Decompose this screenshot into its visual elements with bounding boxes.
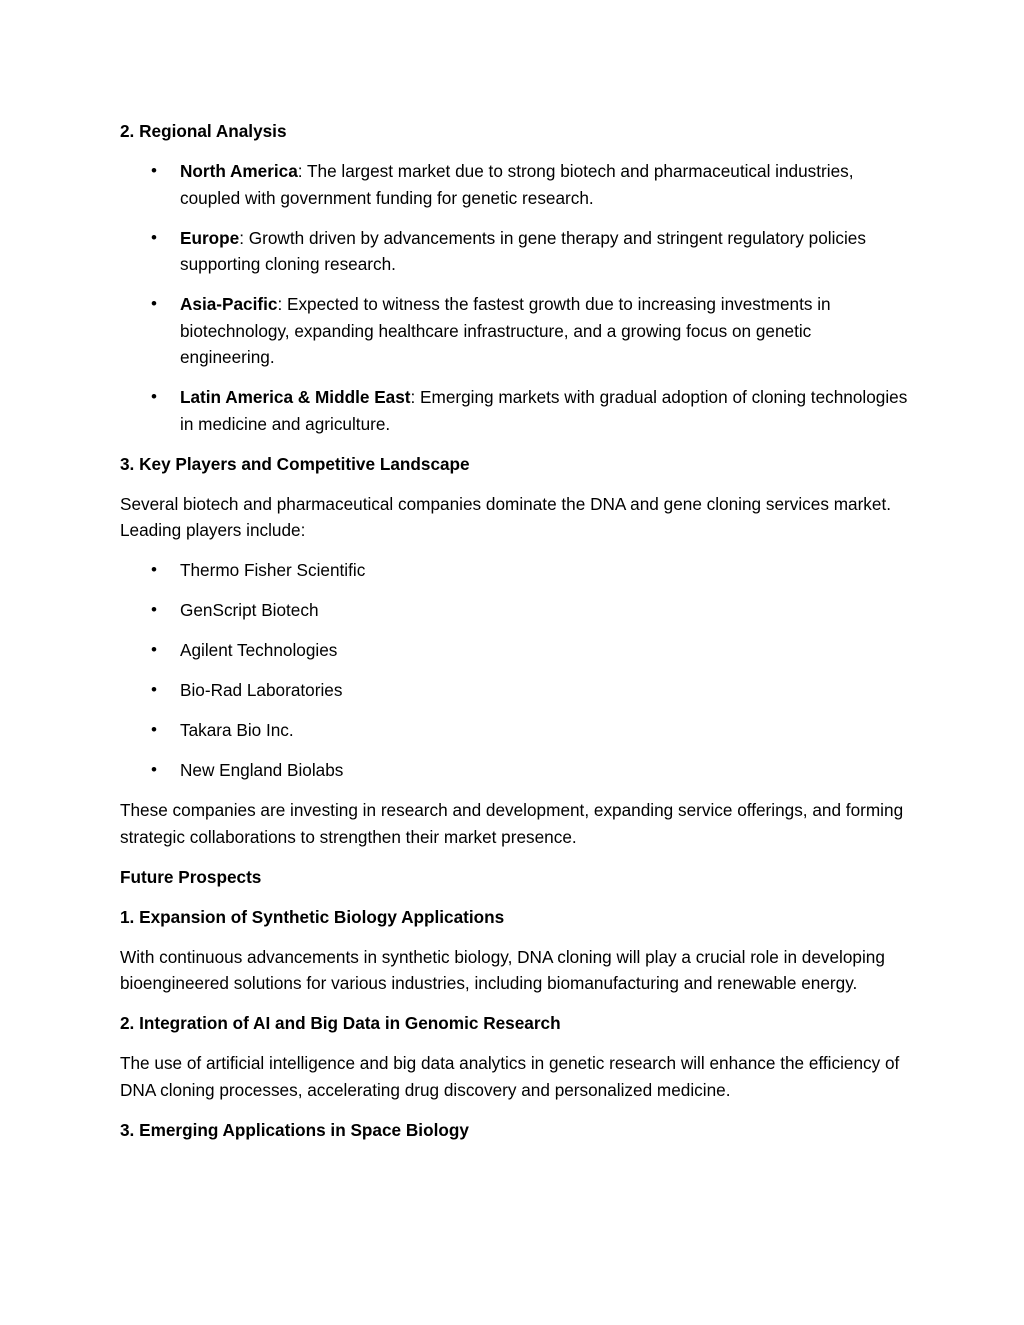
region-term: North America	[180, 161, 298, 181]
region-term: Latin America & Middle East	[180, 387, 411, 407]
future-prospects-heading: Future Prospects	[120, 866, 262, 887]
companies-list	[120, 557, 910, 784]
list-item: • Takara Bio Inc.	[120, 717, 910, 744]
ai-big-data-text: The use of artificial intelligence and big data analytics in genetic research will enhance the efficiency of DNA cloning processes, accelerating drug discovery and personalized medicine.	[120, 1053, 900, 1100]
region-term: Europe	[180, 227, 240, 248]
region-term: Asia-Pacific	[180, 294, 278, 314]
region-text: : Growth driven by advancements in gene therapy and stringent regulatory policies supporting cloning research.	[180, 227, 866, 274]
list-item: • Thermo Fisher Scientific	[120, 557, 910, 584]
space-biology-heading: 3. Emerging Applications in Space Biology	[120, 1119, 469, 1140]
list-item: • New England Biolabs	[120, 757, 910, 784]
list-item: • GenScript Biotech	[120, 597, 910, 624]
region-text: : The largest market due to strong biotech and pharmaceutical industries, coupled with government funding for genetic research.	[180, 161, 854, 208]
document-content	[120, 118, 910, 1157]
key-players-outro: These companies are investing in research and development, expanding service offerings, and forming strategic collaborations to strengthen their market presence.	[120, 800, 904, 847]
synthetic-biology-heading: 1. Expansion of Synthetic Biology Applications	[120, 906, 505, 927]
synthetic-biology-text: With continuous advancements in synthetic biology, DNA cloning will play a crucial role in developing bioengineered solutions for various industries, including biomanufacturing and renewable energy.	[120, 946, 885, 993]
region-text: : Emerging markets with gradual adoption of cloning technologies in medicine and agriculture.	[180, 387, 908, 434]
regional-analysis-heading: 2. Regional Analysis	[120, 121, 287, 141]
list-item: • Agilent Technologies	[120, 637, 910, 664]
list-item	[120, 291, 910, 371]
region-text: : Expected to witness the fastest growth due to increasing investments in biotechnology, expanding healthcare infrastructure, and a growing focus on genetic engineering.	[180, 294, 831, 367]
list-item	[120, 384, 910, 437]
key-players-intro: Several biotech and pharmaceutical companies dominate the DNA and gene cloning services market. Leading players include:	[120, 493, 892, 540]
list-item	[120, 158, 910, 211]
list-item	[120, 225, 910, 278]
list-item: • Bio-Rad Laboratories	[120, 677, 910, 704]
key-players-heading: 3. Key Players and Competitive Landscape	[120, 453, 470, 474]
regional-list	[120, 158, 910, 437]
ai-big-data-heading: 2. Integration of AI and Big Data in Genomic Research	[120, 1013, 561, 1033]
